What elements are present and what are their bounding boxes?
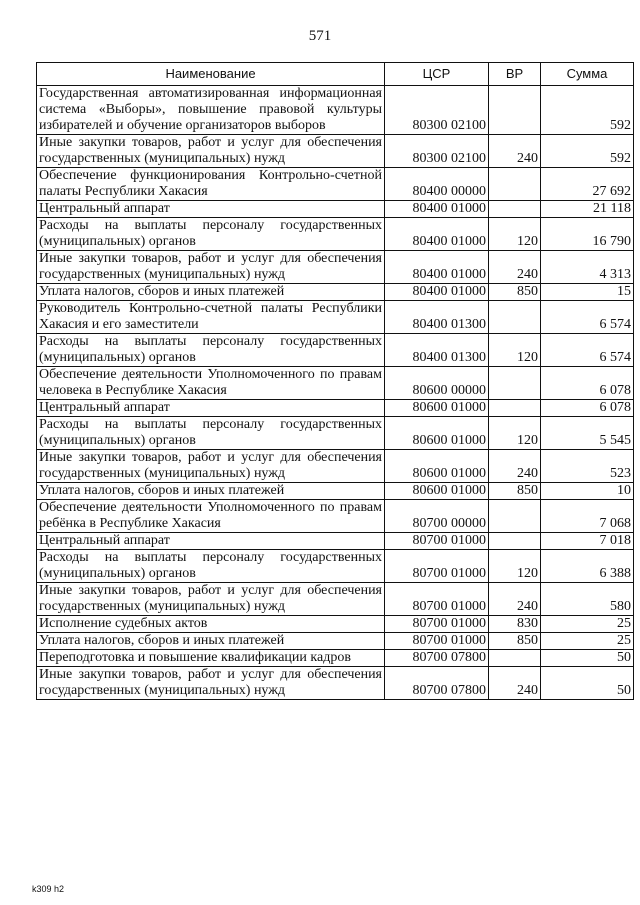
table-row xyxy=(37,650,634,667)
table-row xyxy=(37,550,634,583)
row-sum: 50 xyxy=(541,650,634,667)
row-csr: 80700 01000 xyxy=(385,583,489,616)
row-sum: 27 692 xyxy=(541,168,634,201)
row-sum: 523 xyxy=(541,450,634,483)
table-row xyxy=(37,583,634,616)
row-vr xyxy=(489,533,541,550)
row-name: Руководитель Контрольно-счетной палаты Республики Хакасия и его заместители xyxy=(37,301,385,334)
row-sum: 6 078 xyxy=(541,367,634,400)
row-sum: 7 018 xyxy=(541,533,634,550)
row-sum: 50 xyxy=(541,667,634,700)
row-vr: 240 xyxy=(489,583,541,616)
table-row xyxy=(37,251,634,284)
row-vr xyxy=(489,86,541,135)
row-vr: 120 xyxy=(489,218,541,251)
row-name: Обеспечение деятельности Уполномоченного по правам человека в Республике Хакасия xyxy=(37,367,385,400)
row-vr: 240 xyxy=(489,450,541,483)
table-row xyxy=(37,400,634,417)
row-vr: 240 xyxy=(489,251,541,284)
table-row xyxy=(37,218,634,251)
row-vr: 830 xyxy=(489,616,541,633)
row-csr: 80700 07800 xyxy=(385,650,489,667)
row-vr xyxy=(489,500,541,533)
row-vr: 850 xyxy=(489,633,541,650)
table-row xyxy=(37,417,634,450)
row-sum: 6 078 xyxy=(541,400,634,417)
row-name: Исполнение судебных актов xyxy=(37,616,385,633)
row-name: Иные закупки товаров, работ и услуг для обеспечения государственных (муниципальных) нужд xyxy=(37,583,385,616)
row-csr: 80600 01000 xyxy=(385,450,489,483)
table-row xyxy=(37,450,634,483)
row-vr xyxy=(489,201,541,218)
row-vr xyxy=(489,168,541,201)
row-name: Иные закупки товаров, работ и услуг для обеспечения государственных (муниципальных) нужд xyxy=(37,251,385,284)
row-vr: 120 xyxy=(489,417,541,450)
row-sum: 16 790 xyxy=(541,218,634,251)
row-csr: 80400 01000 xyxy=(385,201,489,218)
row-sum: 5 545 xyxy=(541,417,634,450)
row-name: Государственная автоматизированная информационная система «Выборы», повышение правовой культуры избирателей и обучение организаторов выборов xyxy=(37,86,385,135)
table-row xyxy=(37,483,634,500)
column-header-sum: Сумма xyxy=(541,63,634,86)
page-number: 571 xyxy=(308,28,332,44)
row-csr: 80700 01000 xyxy=(385,533,489,550)
row-csr: 80600 01000 xyxy=(385,417,489,450)
table-row xyxy=(37,284,634,301)
row-sum: 10 xyxy=(541,483,634,500)
row-vr xyxy=(489,301,541,334)
row-sum: 580 xyxy=(541,583,634,616)
row-csr: 80700 07800 xyxy=(385,667,489,700)
row-vr: 120 xyxy=(489,550,541,583)
row-sum: 25 xyxy=(541,616,634,633)
row-csr: 80700 01000 xyxy=(385,550,489,583)
table-row xyxy=(37,667,634,700)
row-csr: 80300 02100 xyxy=(385,135,489,168)
row-vr xyxy=(489,367,541,400)
row-name: Центральный аппарат xyxy=(37,533,385,550)
row-csr: 80400 01000 xyxy=(385,284,489,301)
row-name: Расходы на выплаты персоналу государственных (муниципальных) органов xyxy=(37,417,385,450)
row-name: Центральный аппарат xyxy=(37,400,385,417)
row-name: Переподготовка и повышение квалификации кадров xyxy=(37,650,385,667)
row-vr: 850 xyxy=(489,284,541,301)
row-sum: 592 xyxy=(541,135,634,168)
row-csr: 80600 00000 xyxy=(385,367,489,400)
row-csr: 80600 01000 xyxy=(385,483,489,500)
table-row xyxy=(37,168,634,201)
column-header-name: Наименование xyxy=(37,63,385,86)
row-sum: 6 388 xyxy=(541,550,634,583)
row-csr: 80400 01000 xyxy=(385,251,489,284)
row-vr: 850 xyxy=(489,483,541,500)
row-sum: 25 xyxy=(541,633,634,650)
row-csr: 80400 01300 xyxy=(385,334,489,367)
row-vr xyxy=(489,650,541,667)
row-name: Уплата налогов, сборов и иных платежей xyxy=(37,483,385,500)
row-sum: 6 574 xyxy=(541,334,634,367)
table-row xyxy=(37,334,634,367)
row-sum: 6 574 xyxy=(541,301,634,334)
table-row xyxy=(37,500,634,533)
row-sum: 21 118 xyxy=(541,201,634,218)
row-csr: 80400 01000 xyxy=(385,218,489,251)
column-header-vr: ВР xyxy=(489,63,541,86)
table-row xyxy=(37,533,634,550)
row-csr: 80600 01000 xyxy=(385,400,489,417)
table-row xyxy=(37,301,634,334)
row-name: Расходы на выплаты персоналу государственных (муниципальных) органов xyxy=(37,218,385,251)
row-sum: 7 068 xyxy=(541,500,634,533)
row-csr: 80700 01000 xyxy=(385,633,489,650)
table-header-row xyxy=(37,63,634,86)
row-vr: 240 xyxy=(489,667,541,700)
row-name: Иные закупки товаров, работ и услуг для обеспечения государственных (муниципальных) нужд xyxy=(37,450,385,483)
table-row xyxy=(37,86,634,135)
row-name: Иные закупки товаров, работ и услуг для обеспечения государственных (муниципальных) нужд xyxy=(37,667,385,700)
table-row xyxy=(37,201,634,218)
table-row xyxy=(37,367,634,400)
budget-table xyxy=(36,62,634,700)
row-name: Расходы на выплаты персоналу государственных (муниципальных) органов xyxy=(37,334,385,367)
row-vr: 120 xyxy=(489,334,541,367)
row-name: Обеспечение деятельности Уполномоченного по правам ребёнка в Республике Хакасия xyxy=(37,500,385,533)
row-csr: 80300 02100 xyxy=(385,86,489,135)
table-row xyxy=(37,633,634,650)
row-csr: 80400 01300 xyxy=(385,301,489,334)
row-name: Иные закупки товаров, работ и услуг для обеспечения государственных (муниципальных) нужд xyxy=(37,135,385,168)
row-sum: 15 xyxy=(541,284,634,301)
row-name: Уплата налогов, сборов и иных платежей xyxy=(37,284,385,301)
row-csr: 80700 01000 xyxy=(385,616,489,633)
row-name: Центральный аппарат xyxy=(37,201,385,218)
table-row xyxy=(37,616,634,633)
row-name: Уплата налогов, сборов и иных платежей xyxy=(37,633,385,650)
row-sum: 4 313 xyxy=(541,251,634,284)
row-sum: 592 xyxy=(541,86,634,135)
row-vr: 240 xyxy=(489,135,541,168)
column-header-csr: ЦСР xyxy=(385,63,489,86)
row-vr xyxy=(489,400,541,417)
row-name: Обеспечение функционирования Контрольно-счетной палаты Республики Хакасия xyxy=(37,168,385,201)
row-csr: 80400 00000 xyxy=(385,168,489,201)
table-row xyxy=(37,135,634,168)
row-name: Расходы на выплаты персоналу государственных (муниципальных) органов xyxy=(37,550,385,583)
row-csr: 80700 00000 xyxy=(385,500,489,533)
footer-code: k309 h2 xyxy=(32,884,65,894)
